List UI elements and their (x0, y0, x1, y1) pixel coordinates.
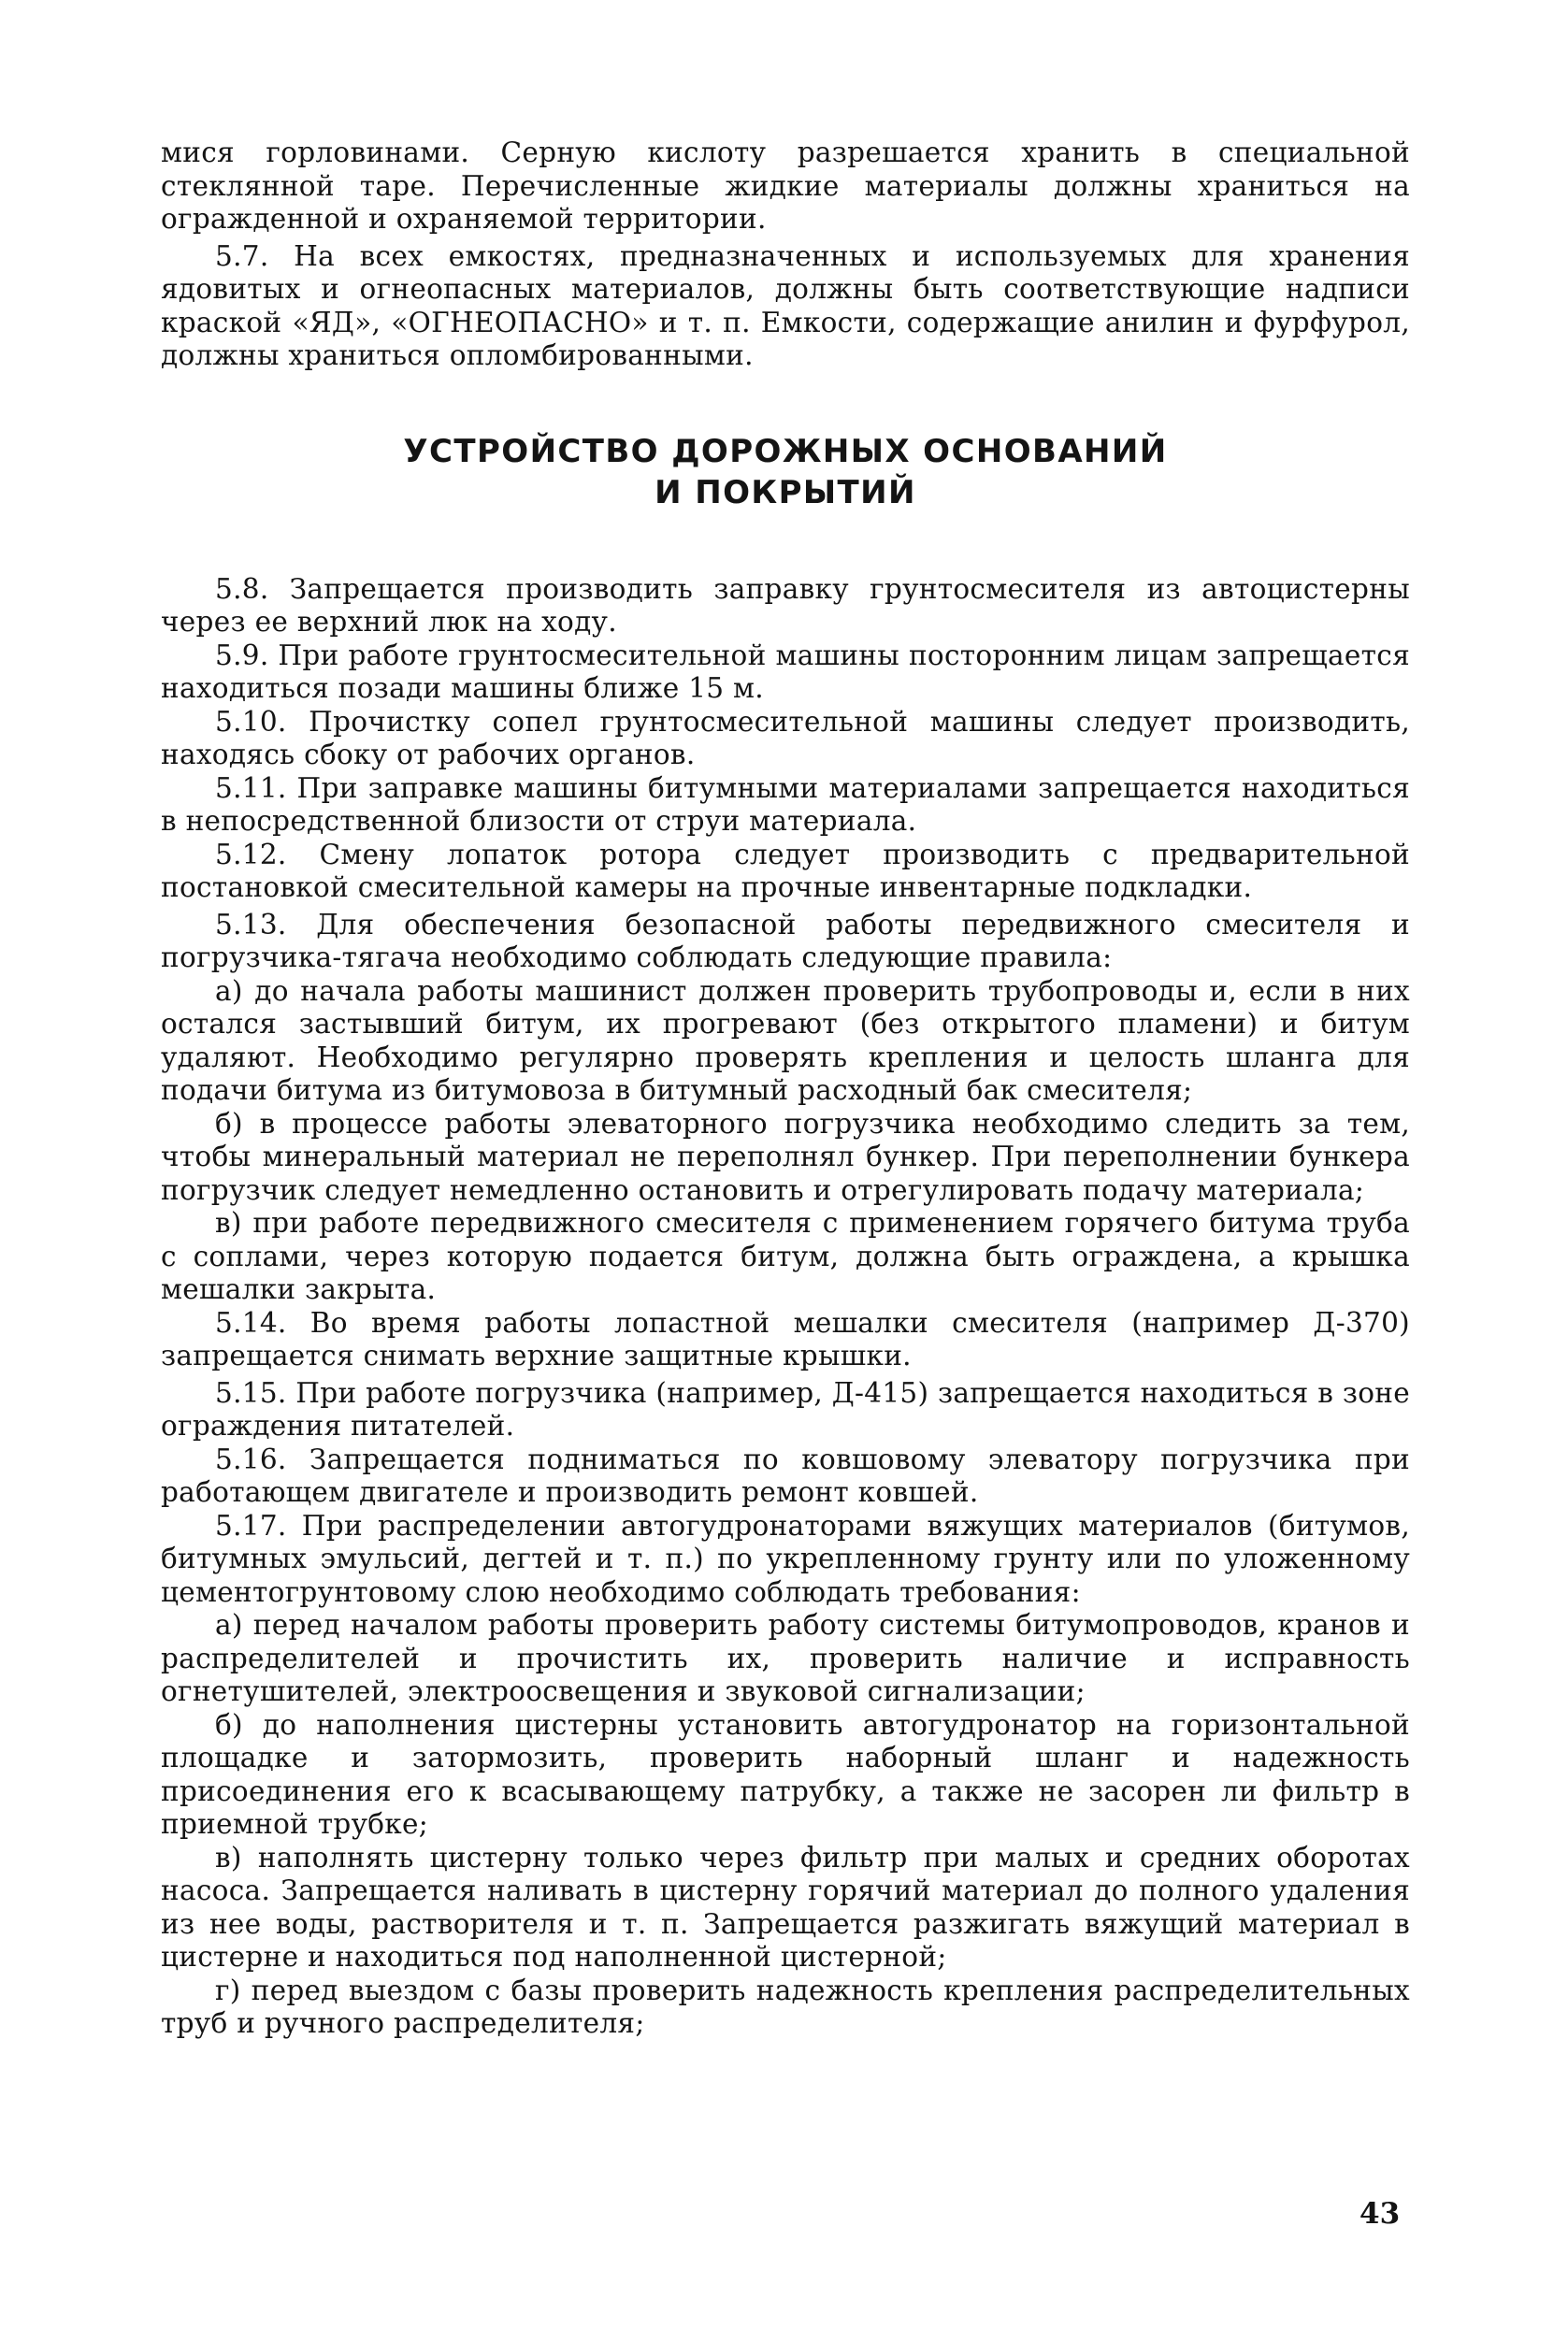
paragraph-5-17: 5.17. При распределении автогудронаторами вяжущих материалов (битумов, битумных эмульсий, дегтей и т. п.) по укрепленному грунту или по уложенному цементогрунтовому слою необходимо соблюдать требования: (161, 1509, 1410, 1608)
paragraph-5-11: 5.11. При заправке машины битумными материалами запрещается находиться в непосредственной близости от струи материала. (161, 771, 1410, 837)
paragraph-5-17-v: в) наполнять цистерну только через фильтр при малых и средних оборотах насоса. Запрещается наливать в цистерну горячий материал до полного удаления из нее воды, растворителя и т. п. Запрещается разжигать вяжущий материал в цистерне и находиться под наполненной цистерной; (161, 1841, 1410, 1973)
paragraph-5-13-v: в) при работе передвижного смесителя с применением горячего битума труба с соплами, через которую подается битум, должна быть ограждена, а крышка мешалки закрыта. (161, 1207, 1410, 1305)
section-heading-line-1: УСТРОЙСТВО ДОРОЖНЫХ ОСНОВАНИЙ (403, 432, 1168, 470)
paragraph-5-8: 5.8. Запрещается производить заправку грунтосмесителя из автоцистерны через ее верхний люк на ходу. (161, 572, 1410, 638)
paragraph-5-7: 5.7. На всех емкостях, предназначенных и используемых для хранения ядовитых и огнеопасных материалов, должны быть соответствующие надписи краской «ЯД», «ОГНЕОПАСНО» и т. п. Емкости, содержащие анилин и фурфурол, должны храниться опломбированными. (161, 239, 1410, 371)
paragraph-5-17-b: б) до наполнения цистерны установить автогудронатор на горизонтальной площадке и затормозить, проверить наборный шланг и надежность присоединения его к всасывающему патрубку, а также не засорен ли фильтр в приемной трубке; (161, 1708, 1410, 1840)
paragraph-5-13-a: а) до начала работы машинист должен проверить трубопроводы и, если в них остался застывший битум, их прогревают (без открытого пламени) и битум удаляют. Необходимо регулярно проверять крепления и целость шланга для подачи битума из битумовоза в битумный расходный бак смесителя; (161, 974, 1410, 1106)
paragraph-5-13-b: б) в процессе работы элеваторного погрузчика необходимо следить за тем, чтобы минеральный материал не переполнял бункер. При переполнении бункера погрузчик следует немедленно остановить и отрегулировать подачу материала; (161, 1107, 1410, 1206)
paragraph-5-12: 5.12. Смену лопаток ротора следует производить с предварительной постановкой смесительной камеры на прочные инвентарные подкладки. (161, 838, 1410, 903)
paragraph-continued: мися горловинами. Серную кислоту разрешается хранить в специальной стеклянной таре. Перечисленные жидкие материалы должны храниться на огражденной и охраняемой территории. (161, 136, 1410, 235)
paragraph-5-14: 5.14. Во время работы лопастной мешалки смесителя (например Д-370) запрещается снимать верхние защитные крышки. (161, 1306, 1410, 1372)
paragraph-5-17-a: а) перед началом работы проверить работу системы битумопроводов, кранов и распределителей и прочистить их, проверить наличие и исправность огнетушителей, электроосвещения и звуковой сигнализации; (161, 1609, 1410, 1707)
paragraph-5-13: 5.13. Для обеспечения безопасной работы передвижного смесителя и погрузчика-тягача необходимо соблюдать следующие правила: (161, 908, 1410, 973)
section-heading (161, 431, 1410, 513)
paragraph-5-9: 5.9. При работе грунтосмесительной машины посторонним лицам запрещается находиться позади машины ближе 15 м. (161, 639, 1410, 704)
page-number: 43 (1359, 2197, 1401, 2231)
paragraph-5-15: 5.15. При работе погрузчика (например, Д-415) запрещается находиться в зоне ограждения питателей. (161, 1376, 1410, 1442)
document-page (161, 136, 1410, 2041)
section-heading-line-2: И ПОКРЫТИЙ (655, 473, 916, 511)
paragraph-5-17-g: г) перед выездом с базы проверить надежность крепления распределительных труб и ручного распределителя; (161, 1974, 1410, 2039)
paragraph-5-16: 5.16. Запрещается подниматься по ковшовому элеватору погрузчика при работающем двигателе и производить ремонт ковшей. (161, 1443, 1410, 1508)
paragraph-5-10: 5.10. Прочистку сопел грунтосмесительной машины следует производить, находясь сбоку от рабочих органов. (161, 705, 1410, 770)
